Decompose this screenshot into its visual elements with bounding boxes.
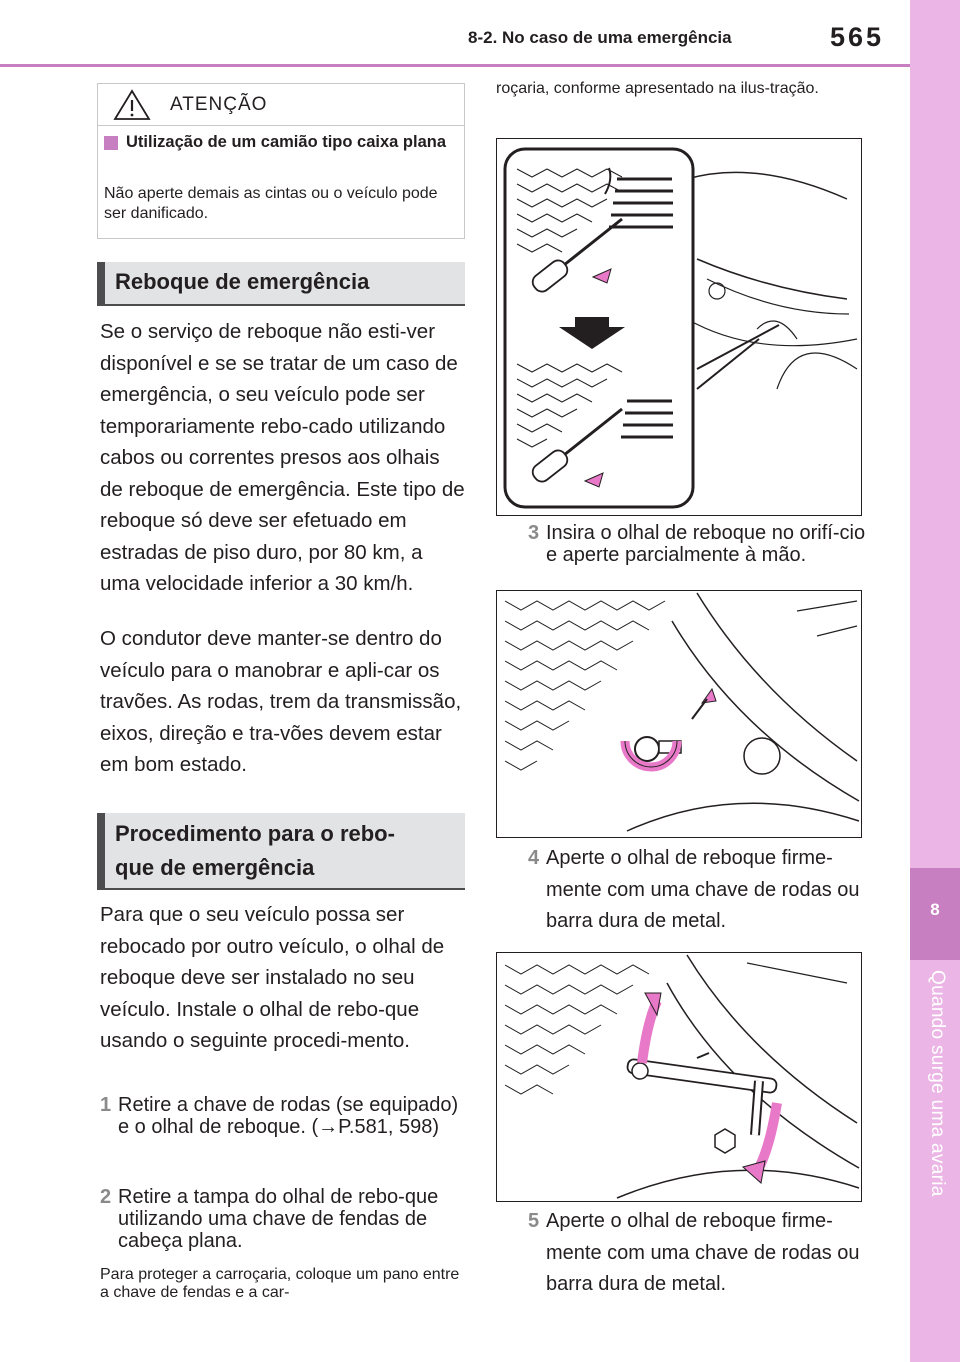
- step-3: [528, 522, 868, 566]
- section-heading-rule: [105, 304, 465, 306]
- step-text: Retire a chave de rodas (se equipado) e o olhal de reboque. (→P.581, 598): [118, 1094, 459, 1138]
- step-text: Insira o olhal de reboque no orifí-cio e aperte parcialmente à mão.: [546, 522, 866, 566]
- illustration-remove-cover: [496, 138, 862, 516]
- bullet-square-icon: [104, 136, 118, 150]
- step-text: Retire a tampa do olhal de rebo-que utilizando uma chave de fendas de cabeça plana.: [118, 1186, 439, 1252]
- header-divider: [0, 64, 910, 67]
- paragraph-reboque-1: Se o serviço de reboque não esti-ver disponível e se se tratar de um caso de emergência, o seu veículo pode ser temporariamente rebo-cado utilizando cabos ou correntes presos aos olhais de reboque de emergência. Este tipo de reboque só deve ser efetuado em estradas de piso duro, por 80 km, a uma velocidade inferior a 30 km/h.: [100, 320, 465, 595]
- section-heading-reboque: [97, 262, 465, 306]
- step-number: 4: [528, 847, 540, 869]
- paragraph-procedimento-intro: Para que o seu veículo possa ser rebocado por outro veículo, o olhal de reboque deve ser instalado no seu veículo. Instale o olhal de rebo-que usando o seguinte procedi-mento.: [100, 903, 445, 1052]
- step-1: [100, 1094, 465, 1138]
- section-heading-line1: Procedimento para o rebo-: [115, 821, 395, 846]
- paragraph-reboque-2: O condutor deve manter-se dentro do veículo para o manobrar e apli-car os travões. As rodas, trem da transmissão, eixos, direção e tra-vões devem estar em bom estado.: [100, 627, 462, 776]
- step-text: Aperte o olhal de reboque firme-mente com uma chave de rodas ou barra dura de metal.: [546, 847, 860, 932]
- chapter-number: 8: [930, 900, 940, 919]
- note-text-part1: Para proteger a carroçaria, coloque um pano entre a chave de fendas e a car-: [100, 1266, 460, 1301]
- step-5: [528, 1206, 868, 1301]
- section-heading-procedimento: [97, 813, 465, 890]
- section-heading-rule: [105, 888, 465, 890]
- section-title: 8-2. No caso de uma emergência: [468, 28, 732, 47]
- step-4: [528, 843, 868, 938]
- illustration-insert-eyelet: [496, 590, 862, 838]
- step-2: [100, 1186, 465, 1252]
- note-text-part2: roçaria, conforme apresentado na ilus-tração.: [496, 80, 819, 97]
- step-number: 1: [100, 1094, 112, 1116]
- chapter-label: Quando surge uma avaria: [927, 970, 948, 1197]
- warning-header: [98, 84, 464, 126]
- illustration-tighten-eyelet: [496, 952, 862, 1202]
- step-number: 2: [100, 1186, 112, 1208]
- step-text: Aperte o olhal de reboque firme-mente com uma chave de rodas ou barra dura de metal.: [546, 1210, 860, 1295]
- step-number: 5: [528, 1210, 540, 1232]
- warning-triangle-icon: [112, 88, 152, 127]
- warning-title: ATENÇÃO: [170, 94, 268, 115]
- warning-body: Não aperte demais as cintas ou o veículo pode ser danificado.: [104, 185, 438, 222]
- step-number: 3: [528, 522, 540, 544]
- section-heading-line2: que de emergência: [115, 855, 315, 880]
- page-number: 565: [830, 22, 885, 52]
- section-heading-text: Reboque de emergência: [115, 269, 370, 294]
- warning-subheading: [104, 132, 460, 153]
- warning-subheading-text: Utilização de um camião tipo caixa plana: [126, 133, 447, 151]
- warning-box: [97, 83, 465, 239]
